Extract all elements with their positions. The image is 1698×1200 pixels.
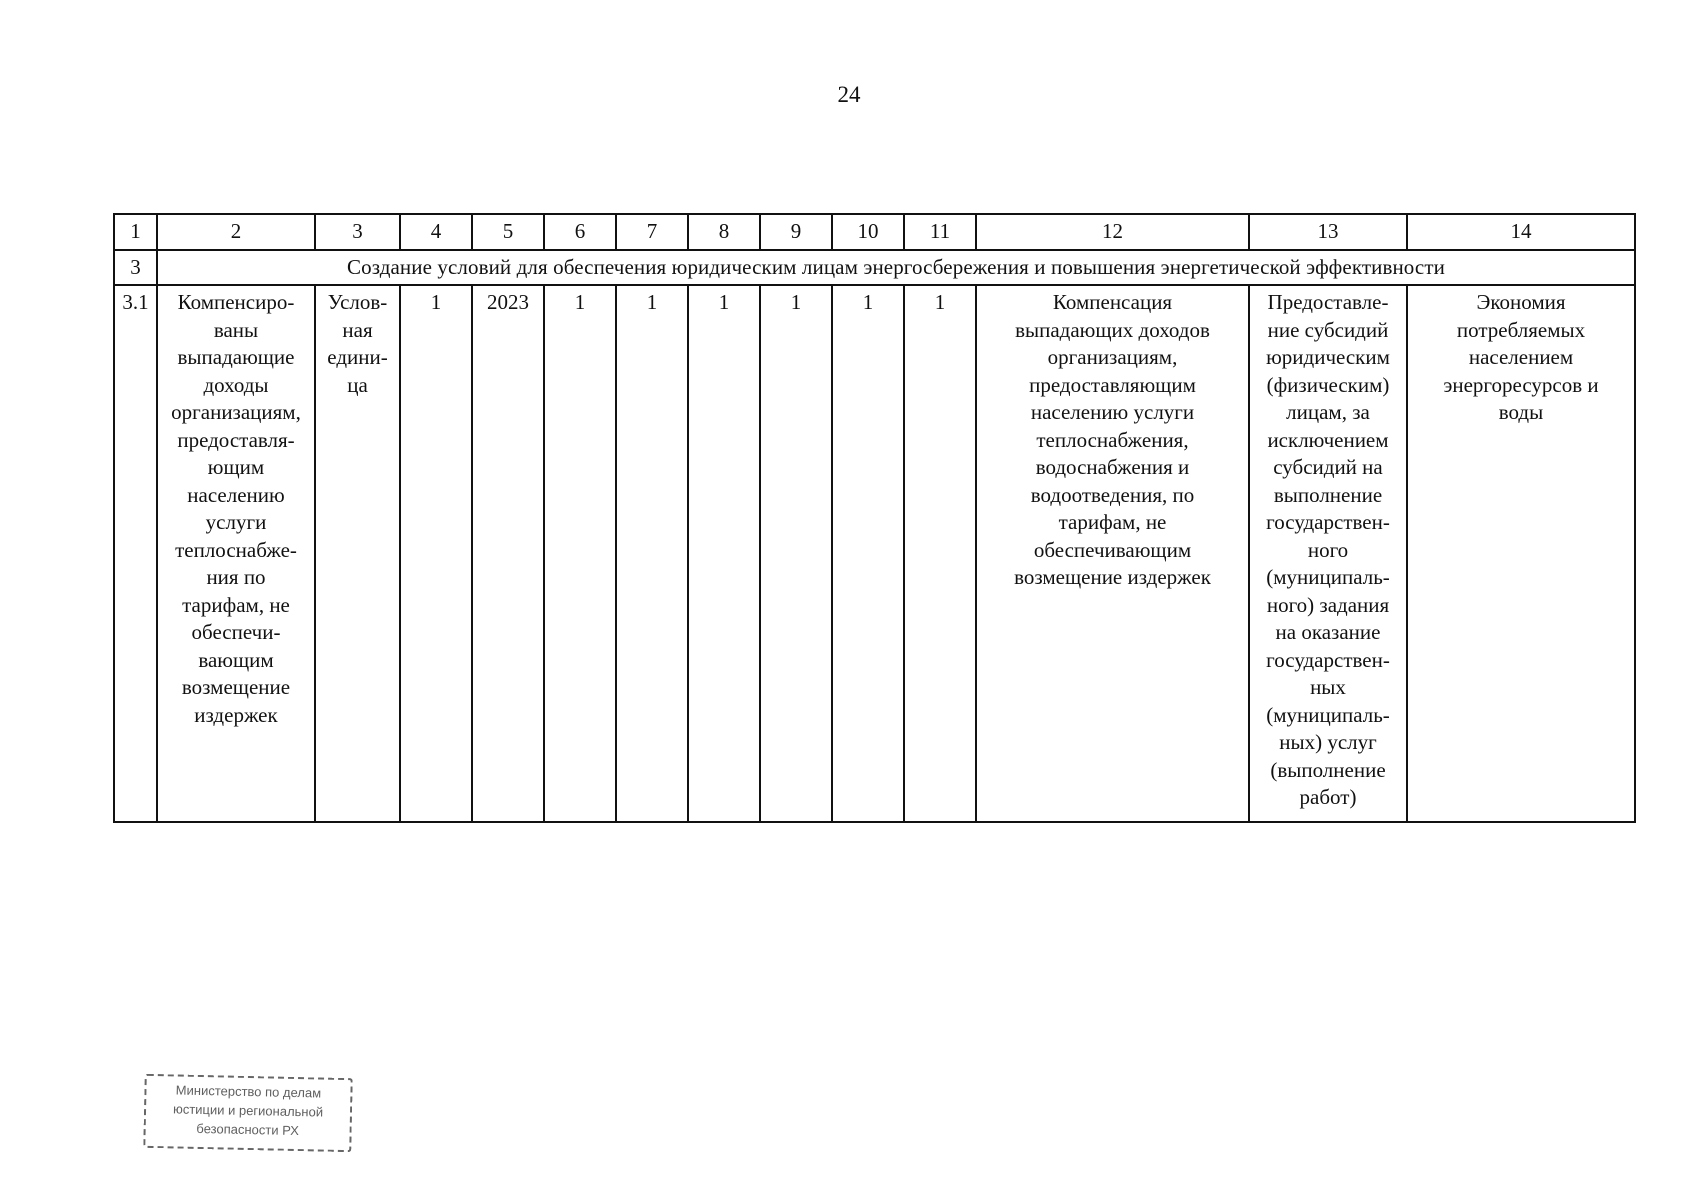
row-value-col8: 1	[688, 285, 760, 822]
description-line: обеспечи-	[191, 620, 281, 644]
result-line: воды	[1498, 400, 1544, 424]
description-line: вающим	[198, 647, 274, 672]
description-line: доходы	[203, 372, 269, 397]
expense-line: (муниципаль-	[1266, 565, 1390, 589]
row-unit	[315, 285, 400, 822]
page-number: 24	[837, 82, 861, 107]
description-line: организациям,	[171, 400, 301, 424]
row-description	[157, 285, 315, 822]
row-result	[1407, 285, 1635, 822]
column-number-cell: 2	[157, 214, 315, 250]
unit-line: едини-	[327, 345, 388, 369]
measure-line: обеспечивающим	[1033, 537, 1192, 562]
row-value-col4: 1	[400, 285, 472, 822]
description-line: возмещение	[181, 675, 291, 699]
stamp-line: Министерство по делам	[175, 1082, 322, 1101]
description-line: издержек	[194, 702, 278, 727]
description-line: теплоснабже-	[175, 537, 297, 562]
measure-line: возмещение издержек	[1014, 565, 1211, 589]
stamp-line: безопасности РХ	[196, 1120, 300, 1139]
column-number-cell: 3	[315, 214, 400, 250]
expense-line: ного) задания	[1266, 592, 1390, 617]
measure-line: выпадающих доходов	[1015, 317, 1210, 342]
row-measure	[976, 285, 1249, 822]
expense-line: (выполнение	[1270, 757, 1386, 782]
registration-stamp	[143, 1074, 353, 1152]
expense-line: государствен-	[1266, 647, 1390, 672]
description-line: ния по	[206, 565, 266, 589]
result-line: Экономия	[1476, 290, 1566, 314]
description-line: тарифам, не	[182, 592, 290, 617]
stamp-line: юстиции и региональной	[172, 1101, 324, 1120]
section-number: 3	[114, 250, 157, 285]
table-row	[114, 285, 1635, 822]
expense-line: выполнение	[1273, 482, 1383, 507]
expense-line: ных) услуг	[1279, 730, 1377, 754]
expense-line: субсидий на	[1273, 455, 1383, 479]
expense-line: работ)	[1299, 785, 1357, 809]
measure-line: Компенсация	[1052, 290, 1173, 314]
column-number-cell: 4	[400, 214, 472, 250]
description-line: выпадающие	[177, 345, 295, 369]
measure-line: организациям,	[1047, 345, 1178, 369]
column-number-cell: 11	[904, 214, 976, 250]
expense-line: на оказание	[1275, 620, 1381, 644]
column-number-cell: 6	[544, 214, 616, 250]
measure-line: водоотведения, по	[1030, 482, 1195, 507]
description-line: Компенсиро-	[177, 290, 295, 314]
measure-line: теплоснабжения,	[1036, 427, 1189, 452]
unit-line: ца	[347, 372, 368, 397]
description-line: ющим	[207, 455, 265, 479]
measure-line: предоставляющим	[1029, 372, 1196, 397]
expense-line: (муниципаль-	[1266, 702, 1390, 727]
expense-line: ных	[1310, 675, 1346, 699]
row-value-col10: 1	[832, 285, 904, 822]
measure-line: тарифам, не	[1058, 510, 1167, 534]
column-number-cell: 5	[472, 214, 544, 250]
result-line: потребляемых	[1456, 317, 1586, 342]
expense-line: государствен-	[1266, 510, 1390, 534]
row-number: 3.1	[114, 285, 157, 822]
column-number-cell: 13	[1249, 214, 1407, 250]
measure-line: населению услуги	[1030, 400, 1195, 424]
row-value-col5: 2023	[472, 285, 544, 822]
expense-line: исключением	[1267, 427, 1389, 452]
section-row	[114, 250, 1635, 285]
row-expense-type	[1249, 285, 1407, 822]
expense-line: лицам, за	[1286, 400, 1370, 424]
expense-line: ного	[1307, 537, 1349, 562]
description-line: населению	[187, 482, 285, 507]
description-line: ваны	[213, 317, 259, 342]
result-line: населением	[1468, 345, 1574, 369]
unit-line: Услов-	[327, 290, 388, 314]
column-number-cell: 14	[1407, 214, 1635, 250]
unit-line: ная	[342, 317, 373, 342]
column-number-cell: 8	[688, 214, 760, 250]
column-number-row	[114, 214, 1635, 250]
expense-line: (физическим)	[1266, 372, 1390, 397]
expense-line: Предоставле-	[1267, 290, 1389, 314]
column-number-cell: 10	[832, 214, 904, 250]
column-number-cell: 7	[616, 214, 688, 250]
column-number-cell: 12	[976, 214, 1249, 250]
column-number-cell: 1	[114, 214, 157, 250]
expense-line: ние субсидий	[1267, 317, 1389, 342]
row-value-col7: 1	[616, 285, 688, 822]
row-value-col9: 1	[760, 285, 832, 822]
column-number-cell: 9	[760, 214, 832, 250]
program-table	[113, 213, 1636, 823]
description-line: услуги	[205, 510, 267, 534]
description-line: предоставля-	[177, 427, 295, 452]
result-line: энергоресурсов и	[1443, 372, 1599, 397]
measure-line: водоснабжения и	[1035, 455, 1190, 479]
row-value-col6: 1	[544, 285, 616, 822]
row-value-col11: 1	[904, 285, 976, 822]
expense-line: юридическим	[1266, 345, 1390, 369]
section-title: Создание условий для обеспечения юридическим лицам энергосбережения и повышения энергетической эффективности	[157, 250, 1635, 285]
